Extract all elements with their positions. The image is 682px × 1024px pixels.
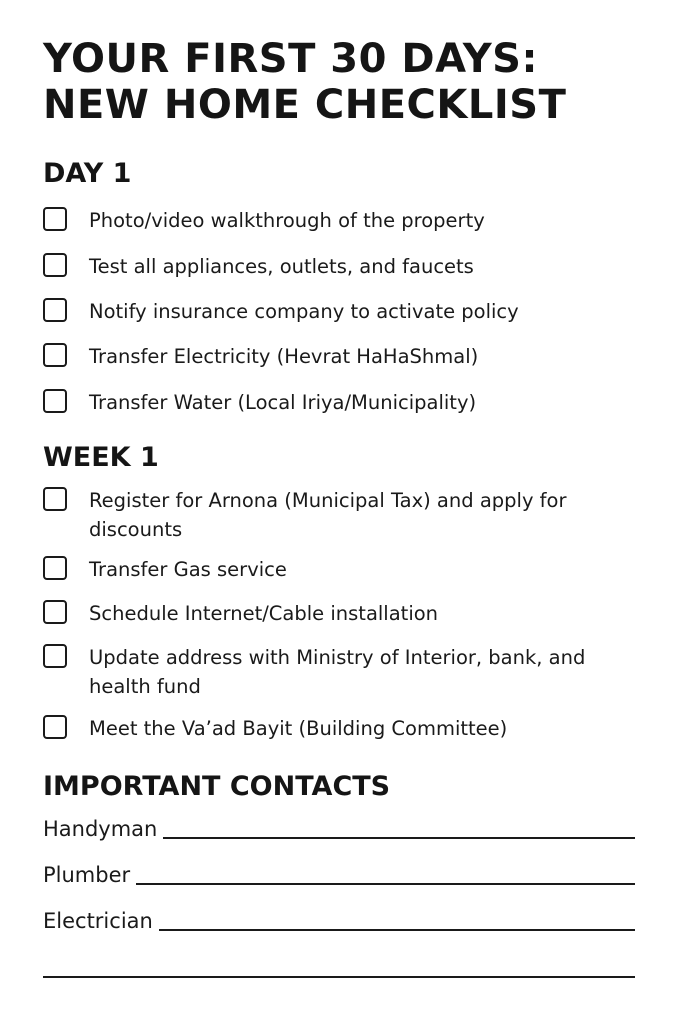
title-line-2: NEW HOME CHECKLIST bbox=[43, 82, 567, 128]
checklist-item-label: Photo/video walkthrough of the property bbox=[89, 209, 485, 232]
checklist-item[interactable] bbox=[43, 388, 633, 417]
title-line-1: YOUR FIRST 30 DAYS: bbox=[43, 36, 538, 82]
checklist-item[interactable] bbox=[43, 206, 633, 235]
checklist-item-label: Schedule Internet/Cable installation bbox=[89, 602, 439, 625]
checkbox[interactable] bbox=[43, 644, 67, 668]
checklist-item[interactable] bbox=[43, 486, 633, 544]
section-heading-week-1: WEEK 1 bbox=[43, 442, 159, 473]
checklist-item[interactable] bbox=[43, 297, 633, 326]
checklist-item[interactable] bbox=[43, 555, 633, 584]
checkbox[interactable] bbox=[43, 298, 67, 322]
checkbox[interactable] bbox=[43, 487, 67, 511]
checklist-item-label: Meet the Va’ad Bayit (Building Committee) bbox=[89, 717, 508, 740]
page-title bbox=[43, 36, 566, 128]
checkbox[interactable] bbox=[43, 343, 67, 367]
contact-label: Handyman bbox=[43, 817, 158, 841]
contact-label: Plumber bbox=[43, 863, 131, 887]
checklist-item[interactable] bbox=[43, 714, 633, 743]
checklist-item[interactable] bbox=[43, 342, 633, 371]
checklist-item-label: Register for Arnona (Municipal Tax) and apply for discounts bbox=[89, 489, 567, 541]
electrician-write-line[interactable] bbox=[159, 929, 635, 931]
checkbox[interactable] bbox=[43, 207, 67, 231]
contact-label: Electrician bbox=[43, 909, 153, 933]
checklist-item[interactable] bbox=[43, 599, 633, 628]
checkbox[interactable] bbox=[43, 715, 67, 739]
contact-row-plumber bbox=[43, 862, 635, 888]
handyman-write-line[interactable] bbox=[163, 837, 635, 839]
checklist-item-label: Transfer Water (Local Iriya/Municipality) bbox=[89, 391, 477, 414]
checkbox[interactable] bbox=[43, 600, 67, 624]
checklist-item-label: Transfer Electricity (Hevrat HaHaShmal) bbox=[89, 345, 479, 368]
checklist-item-label: Test all appliances, outlets, and faucets bbox=[89, 255, 474, 278]
extra-contact-write-line[interactable] bbox=[43, 976, 635, 978]
checkbox[interactable] bbox=[43, 253, 67, 277]
checkbox[interactable] bbox=[43, 556, 67, 580]
section-heading-day-1: DAY 1 bbox=[43, 158, 132, 189]
checklist-item-label: Update address with Ministry of Interior, bank, and health fund bbox=[89, 646, 586, 698]
contact-row-electrician bbox=[43, 908, 635, 934]
checklist-item-label: Transfer Gas service bbox=[89, 558, 287, 581]
checkbox[interactable] bbox=[43, 389, 67, 413]
checklist-item[interactable] bbox=[43, 252, 633, 281]
checklist-item-label: Notify insurance company to activate policy bbox=[89, 300, 519, 323]
contact-row-handyman bbox=[43, 816, 635, 842]
checklist-item[interactable] bbox=[43, 643, 633, 701]
section-heading-contacts: IMPORTANT CONTACTS bbox=[43, 771, 391, 802]
plumber-write-line[interactable] bbox=[136, 883, 635, 885]
